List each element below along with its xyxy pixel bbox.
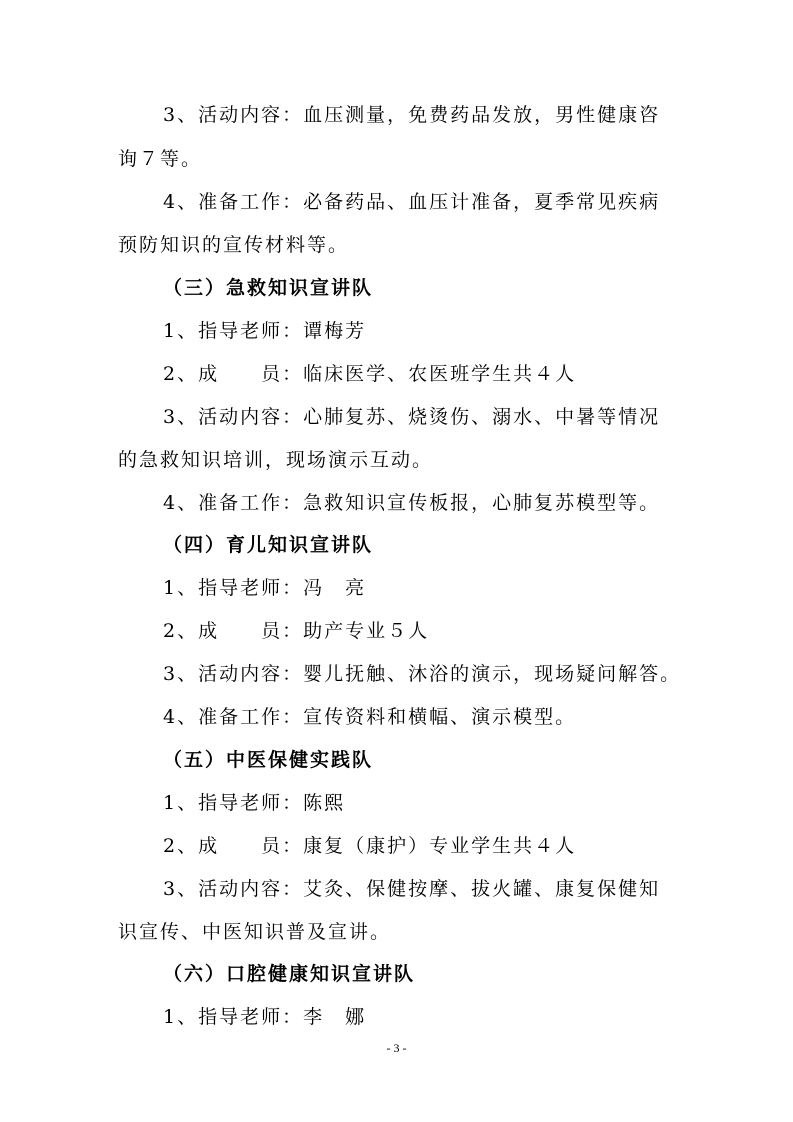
paragraph-line: 1、指导老师：陈熙 [163,792,346,814]
paragraph-line: 3、活动内容：婴儿抚触、沐浴的演示，现场疑问解答。 [163,663,682,685]
section-heading: （六）口腔健康知识宣讲队 [163,963,416,985]
paragraph-line: 4、准备工作：急救知识宣传板报，心肺复苏模型等。 [163,492,661,514]
paragraph-line: 识宣传、中医知识普及宣讲。 [118,921,392,943]
section-heading: （三）急救知识宣讲队 [163,277,374,299]
paragraph-line: 1、指导老师：李 娜 [163,1006,367,1028]
paragraph-line: 2、成 员：康复（康护）专业学生共４人 [163,835,577,857]
paragraph-line: 2、成 员：助产专业５人 [163,620,430,642]
paragraph-line: 4、准备工作：必备药品、血压计准备，夏季常见疾病 [163,191,661,213]
page-number: - 3 - [386,1041,407,1055]
section-heading: （五）中医保健实践队 [163,749,374,771]
paragraph-line: 3、活动内容：血压测量，免费药品发放，男性健康咨 [163,104,661,126]
paragraph-line: 3、活动内容：艾灸、保健按摩、拔火罐、康复保健知 [163,878,661,900]
paragraph-line: 询７等。 [118,148,203,170]
paragraph-line: 3、活动内容：心肺复苏、烧烫伤、溺水、中暑等情况 [163,406,661,428]
paragraph-line: 预防知识的宣传材料等。 [118,234,350,256]
paragraph-line: 2、成 员：临床医学、农医班学生共４人 [163,363,577,385]
paragraph-line: 1、指导老师：谭梅芳 [163,320,367,342]
paragraph-line: 1、指导老师：冯 亮 [163,577,367,599]
paragraph-line: 4、准备工作：宣传资料和横幅、演示模型。 [163,706,577,728]
paragraph-line: 的急救知识培训，现场演示互动。 [118,449,434,471]
section-heading: （四）育儿知识宣讲队 [163,534,374,556]
